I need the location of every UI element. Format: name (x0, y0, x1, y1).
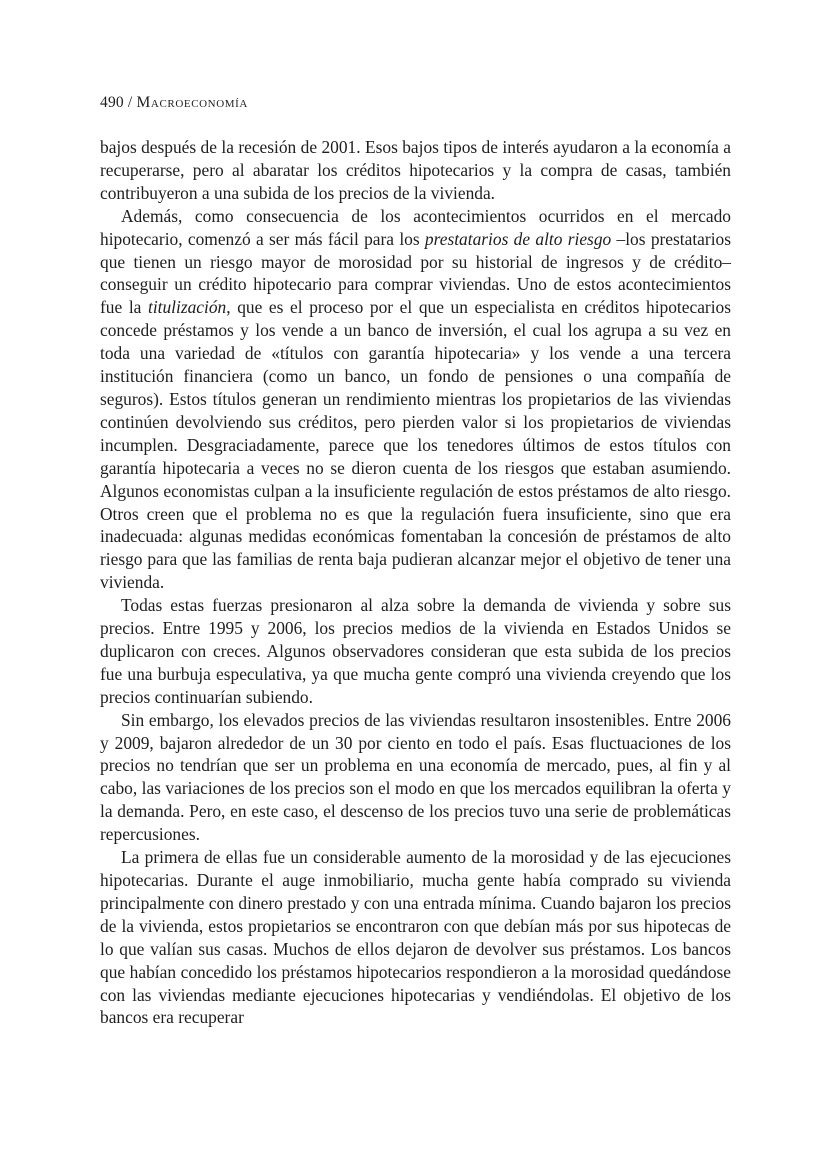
text-run: Además, como consecuencia de los acontecimientos ocurridos en el mercado hipotecario, comenzó a ser más fácil para los (100, 205, 731, 249)
text-run: La primera de ellas fue un considerable aumento de la morosidad y de las ejecuciones hipotecarias. Durante el auge inmobiliario, mucha gente había comprado su vivienda principalmente con dinero prestado y con una entrada mínima. Cuando bajaron los precios de la vivienda, estos propietarios se encontraron con que debían más por sus hipotecas de lo que valían sus casas. Muchos de ellos dejaron de devolver sus préstamos. Los bancos que habían concedido los préstamos hipotecarios respondieron a la morosidad quedándose con las viviendas mediante ejecuciones hipotecarias y vendiéndolas. El objetivo de los bancos era recuperar (100, 847, 731, 1028)
text-run: bajos después de la recesión de 2001. Esos bajos tipos de interés ayudaron a la economía a recuperarse, pero al abaratar los créditos hipotecarios y la compra de casas, también contribuyeron a una subida de los precios de la vivienda. (100, 137, 731, 203)
paragraph (100, 846, 731, 1029)
paragraph (100, 594, 731, 709)
text-run: , que es el proceso por el que un especialista en créditos hipotecarios concede préstamos y los vende a un banco de inversión, el cual los agrupa a su vez en toda una variedad de «títulos con garantía hipotecaria» y los vende a una tercera institución financiera (como un banco, un fondo de pensiones o una compañía de seguros). Estos títulos generan un rendimiento mientras los propietarios de las viviendas continúen devolviendo sus créditos, pero pierden valor si los propietarios de viviendas incumplen. Desgraciadamente, parece que los tenedores últimos de estos títulos con garantía hipotecaria a veces no se dieron cuenta de los riesgos que estaban asumiendo. Algunos economistas culpan a la insuficiente regulación de estos préstamos de alto riesgo. Otros creen que el problema no es que la regulación fuera insuficiente, sino que era inadecuada: algunas medidas económicas fomentaban la concesión de préstamos de alto riesgo para que las familias de renta baja pudieran alcanzar mejor el objetivo de tener una vivienda. (100, 297, 731, 593)
running-head (100, 92, 731, 114)
paragraph (100, 136, 731, 205)
page-number: 490 (100, 94, 124, 111)
italic-term: titulización (147, 297, 227, 318)
book-title: Macroeconomía (136, 94, 248, 111)
text-run: Todas estas fuerzas presionaron al alza sobre la demanda de vivienda y sobre sus precios. Entre 1995 y 2006, los precios medios de la vivienda en Estados Unidos se duplicaron con creces. Algunos observadores consideran que esta subida de los precios fue una burbuja especulativa, ya que mucha gente compró una vivienda creyendo que los precios continuarían subiendo. (100, 595, 731, 707)
paragraph (100, 205, 731, 594)
text-run: Sin embargo, los elevados precios de las viviendas resultaron insostenibles. Entre 2006 y 2009, bajaron alrededor de un 30 por ciento en todo el país. Esas fluctuaciones de los precios no tendrían que ser un problema en una economía de mercado, pues, al fin y al cabo, las variaciones de los precios son el modo en que los mercados equilibran la oferta y la demanda. Pero, en este caso, el descenso de los precios tuvo una serie de problemáticas repercusiones. (100, 709, 731, 845)
italic-term: prestatarios de alto riesgo (424, 228, 612, 249)
body-text (100, 136, 731, 1029)
text-run: –los prestatarios que tienen un riesgo mayor de morosidad por su historial de ingresos y de crédito– conseguir un crédito hipotecario para comprar viviendas. Uno de estos acontecimientos fue la (100, 228, 731, 318)
book-page (100, 92, 731, 1029)
header-separator: / (123, 94, 137, 111)
paragraph (100, 709, 731, 846)
